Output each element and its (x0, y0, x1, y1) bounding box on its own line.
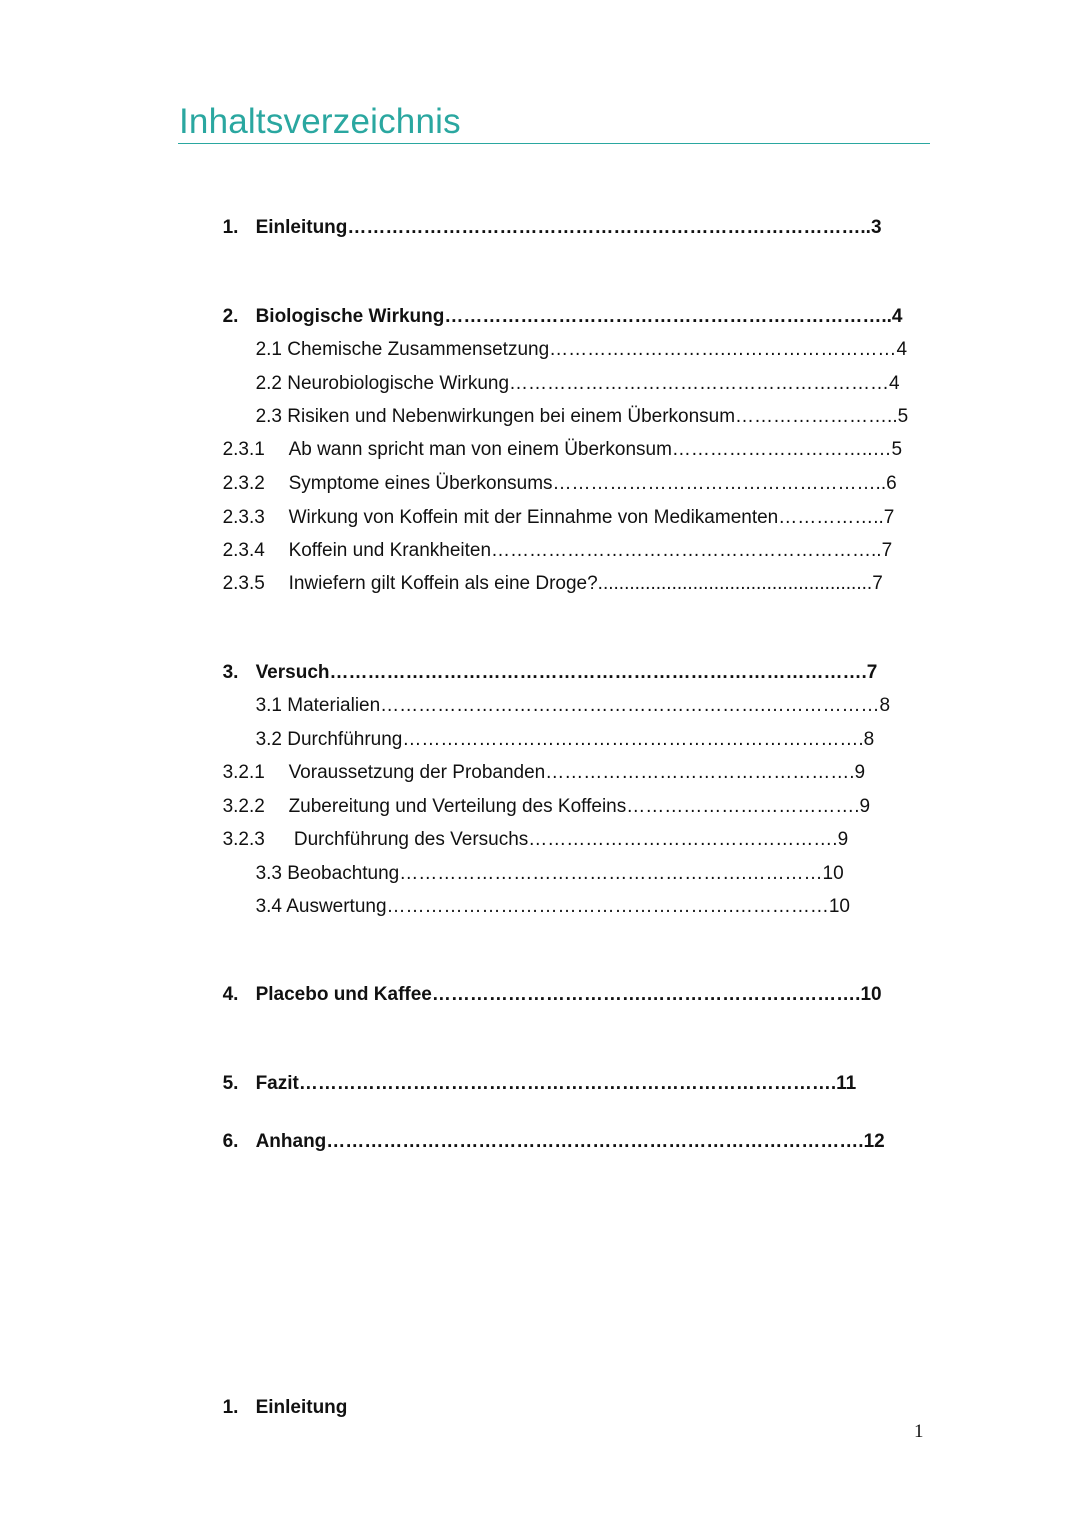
toc-text: Voraussetzung der Probanden…………………………………………. (288, 762, 855, 783)
toc-text: Ab wann spricht man von einem Überkonsum…………………………..… (288, 439, 892, 460)
toc-page: 9 (854, 762, 866, 783)
toc-page: 5 (891, 439, 903, 460)
toc-number: 3.2.2 (222, 796, 265, 817)
toc-page: 8 (879, 695, 891, 716)
toc-page: 4 (896, 339, 908, 360)
toc-number: 2.3.5 (222, 573, 265, 594)
page-number: 1 (914, 1421, 924, 1442)
toc-page: 4 (889, 373, 900, 394)
chapter-title: Einleitung (255, 1397, 348, 1418)
chapter-heading (212, 1372, 347, 1420)
toc-text: Zubereitung und Verteilung des Koffeins………………………………. (288, 796, 860, 817)
toc-text: Inwiefern gilt Koffein als eine Droge?.................................................... (288, 573, 873, 594)
toc-text: 2.3 Risiken und Nebenwirkungen bei einem Überkonsum…………………….. (255, 406, 898, 427)
toc-text: Symptome eines Überkonsums…………………………………………….. (288, 473, 887, 494)
toc-text: Biologische Wirkung……………………………………………………………. (255, 306, 887, 327)
toc-entry-4[interactable] (212, 959, 882, 1007)
toc-entry-2-3-5[interactable] (212, 548, 883, 596)
toc-number: 2. (222, 306, 239, 327)
toc-entry-5[interactable] (212, 1048, 856, 1096)
toc-text: 3.2 Durchführung………………………………………………………………. (255, 729, 864, 750)
toc-page: 6 (886, 473, 897, 494)
toc-page: 7 (881, 540, 893, 561)
toc-page: 7 (883, 507, 895, 528)
toc-number: 2.3.4 (222, 540, 265, 561)
toc-page: 10 (822, 863, 844, 884)
toc-page: 8 (863, 729, 875, 750)
toc-text: 3.3 Beobachtung……………………………………………….………… (255, 863, 823, 884)
toc-text: Anhang…………………………………………………………………………. (255, 1131, 864, 1152)
toc-number: 3.2.1 (222, 762, 265, 783)
toc-page: 11 (836, 1073, 857, 1094)
toc-page: .4 (886, 306, 903, 327)
toc-entry-6[interactable] (212, 1106, 885, 1154)
toc-text: Placebo und Kaffee…………………………….……………………………. (255, 984, 861, 1005)
toc-page: 12 (863, 1131, 885, 1152)
chapter-number: 1. (222, 1397, 239, 1418)
toc-page: 5 (897, 406, 909, 427)
toc-entry-3-4[interactable] (245, 871, 850, 919)
toc-number: 2.3.3 (222, 507, 265, 528)
toc-number: 3. (222, 662, 239, 683)
toc-page: 7 (866, 662, 878, 683)
toc-number: 1. (222, 217, 239, 238)
title-underline (178, 143, 930, 144)
toc-entry-1[interactable] (212, 192, 882, 240)
toc-number: 2.3.1 (222, 439, 265, 460)
toc-page: 7 (872, 573, 883, 594)
toc-number: 3.2.3 (222, 829, 265, 850)
toc-text: Fazit…………………………………………………………………………. (255, 1073, 837, 1094)
toc-number: 2.3.2 (222, 473, 265, 494)
toc-page: 9 (859, 796, 871, 817)
toc-number: 6. (222, 1131, 239, 1152)
toc-page: 10 (860, 984, 882, 1005)
toc-page: 9 (837, 829, 849, 850)
toc-text: 3.4 Auswertung……………………………………………….…………… (255, 896, 829, 917)
toc-text: Wirkung von Koffein mit der Einnahme von Medikamenten…………….. (288, 507, 884, 528)
toc-text: Versuch…………………………………………………………………………. (255, 662, 867, 683)
page-title: Inhaltsverzeichnis (179, 102, 461, 141)
toc-text: Einleitung………………………………………………………………………. (255, 217, 866, 238)
toc-text: Koffein und Krankheiten…………………………………………………….. (288, 540, 882, 561)
toc-number: 5. (222, 1073, 239, 1094)
toc-page: 10 (828, 896, 850, 917)
toc-text: 2.2 Neurobiologische Wirkung…………………………………………………… (255, 373, 890, 394)
toc-page: .3 (865, 217, 882, 238)
toc-text: Durchführung des Versuchs…………………………………………. (288, 829, 838, 850)
toc-text: 2.1 Chemische Zusammensetzung……………………….……………………… (255, 339, 897, 360)
toc-number: 4. (222, 984, 239, 1005)
toc-text: 3.1 Materialien…………………………………………………….……………… (255, 695, 880, 716)
